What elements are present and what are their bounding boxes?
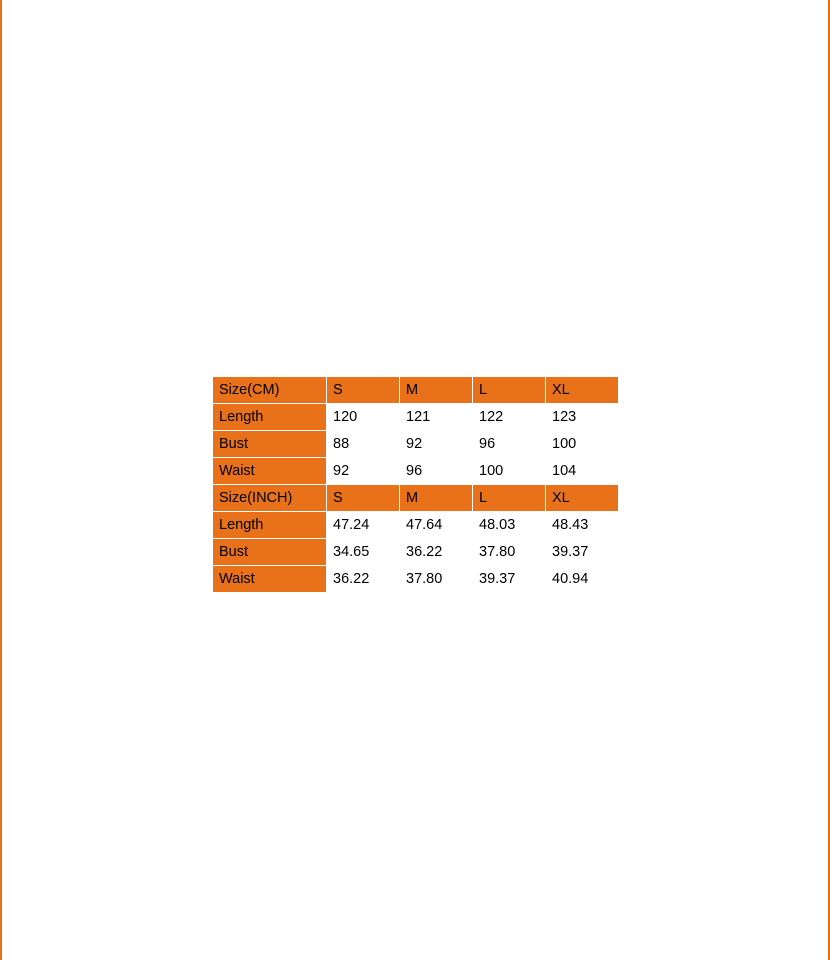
column-header-size-inch: Size(INCH) (213, 485, 327, 512)
row-label-bust-cm: Bust (213, 431, 327, 458)
cell-bust-cm-l: 96 (473, 431, 546, 458)
cell-waist-cm-xl: 104 (546, 458, 619, 485)
cell-bust-inch-xl: 39.37 (546, 539, 619, 566)
row-label-waist-inch: Waist (213, 566, 327, 593)
size-chart (212, 376, 618, 593)
table-row (213, 566, 619, 593)
row-label-waist-cm: Waist (213, 458, 327, 485)
table-row (213, 431, 619, 458)
table-row (213, 539, 619, 566)
row-label-length-cm: Length (213, 404, 327, 431)
column-header-inch-s: S (327, 485, 400, 512)
column-header-xl: XL (546, 377, 619, 404)
cell-length-inch-l: 48.03 (473, 512, 546, 539)
size-chart-table (212, 376, 619, 593)
row-label-length-inch: Length (213, 512, 327, 539)
cell-length-cm-xl: 123 (546, 404, 619, 431)
cell-bust-cm-m: 92 (400, 431, 473, 458)
column-header-s: S (327, 377, 400, 404)
cell-bust-inch-l: 37.80 (473, 539, 546, 566)
cell-bust-inch-s: 34.65 (327, 539, 400, 566)
cell-length-cm-m: 121 (400, 404, 473, 431)
table-row (213, 485, 619, 512)
cell-length-inch-s: 47.24 (327, 512, 400, 539)
column-header-inch-m: M (400, 485, 473, 512)
column-header-l: L (473, 377, 546, 404)
table-row (213, 458, 619, 485)
cell-length-inch-xl: 48.43 (546, 512, 619, 539)
cell-waist-inch-xl: 40.94 (546, 566, 619, 593)
cell-bust-cm-s: 88 (327, 431, 400, 458)
cell-waist-cm-s: 92 (327, 458, 400, 485)
table-row (213, 512, 619, 539)
cell-length-cm-s: 120 (327, 404, 400, 431)
cell-bust-inch-m: 36.22 (400, 539, 473, 566)
cell-length-inch-m: 47.64 (400, 512, 473, 539)
cell-bust-cm-xl: 100 (546, 431, 619, 458)
cell-length-cm-l: 122 (473, 404, 546, 431)
column-header-m: M (400, 377, 473, 404)
cell-waist-inch-l: 39.37 (473, 566, 546, 593)
row-label-bust-inch: Bust (213, 539, 327, 566)
table-row (213, 404, 619, 431)
column-header-inch-l: L (473, 485, 546, 512)
cell-waist-inch-s: 36.22 (327, 566, 400, 593)
column-header-inch-xl: XL (546, 485, 619, 512)
table-row (213, 377, 619, 404)
column-header-size-cm: Size(CM) (213, 377, 327, 404)
cell-waist-inch-m: 37.80 (400, 566, 473, 593)
cell-waist-cm-m: 96 (400, 458, 473, 485)
cell-waist-cm-l: 100 (473, 458, 546, 485)
